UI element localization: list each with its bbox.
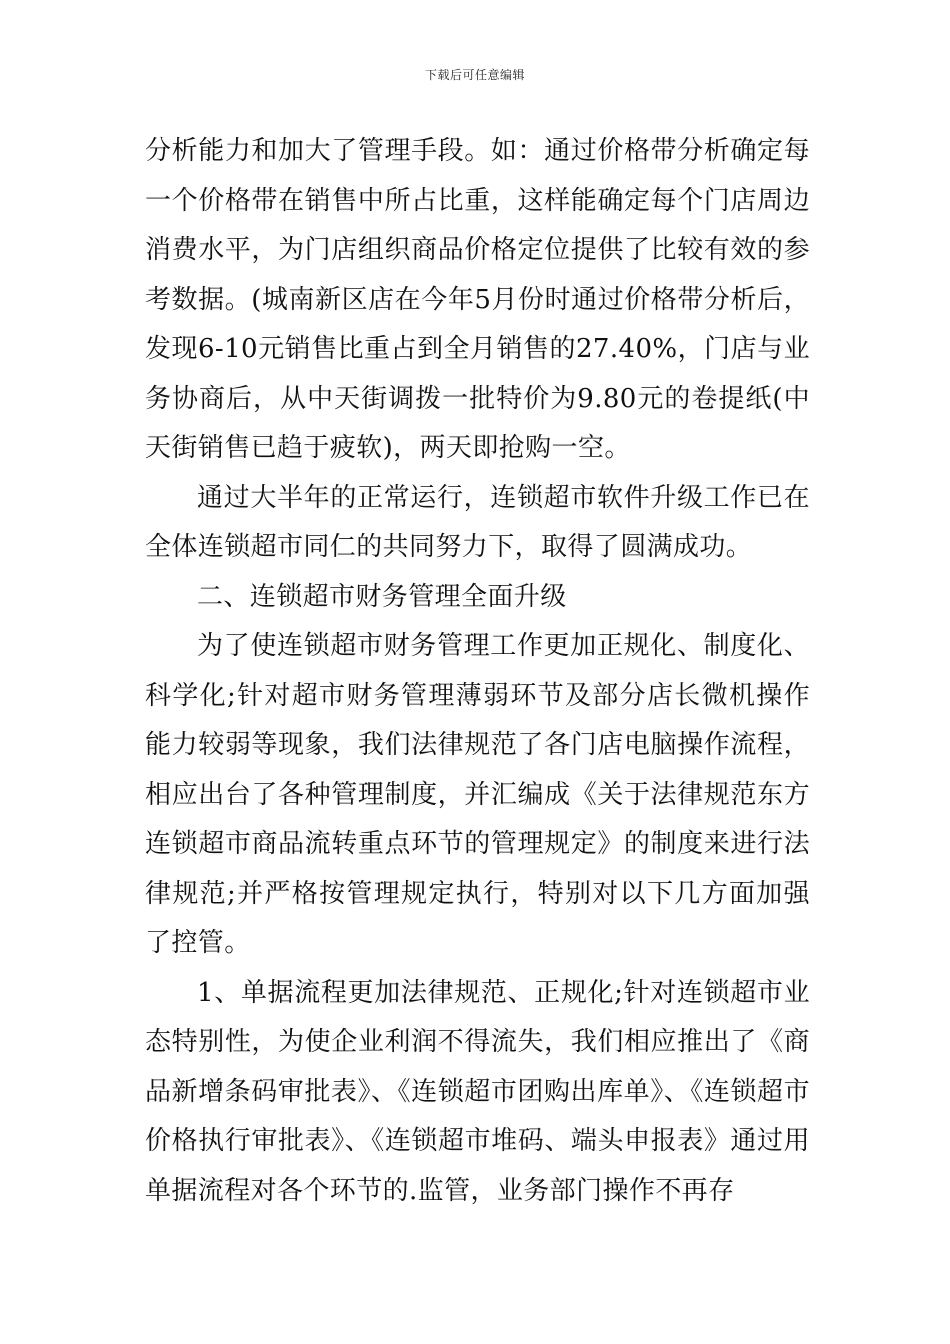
paragraph-document-flow: 1、单据流程更加法律规范、正规化;针对连锁超市业态特别性，为使企业利润不得流失，我们相应推出了《商品新增条码审批表》、《连锁超市团购出库单》、《连锁超市价格执行审批表》、《连锁超市堆码、端头申报表》通过用单据流程对各个环节的.监管，业务部门操作不再存 [145, 977, 810, 1206]
paragraph-software-upgrade-success: 通过大半年的正常运行，连锁超市软件升级工作已在全体连锁超市同仁的共同努力下，取得了圆满成功。 [145, 482, 810, 562]
paragraph-price-band-analysis: 分析能力和加大了管理手段。如：通过价格带分析确定每一个价格带在销售中所占比重，这样能确定每个门店周边消费水平，为门店组织商品价格定位提供了比较有效的参考数据。(城南新区店在今年5月份时通过价格带分析后，发现6-10元销售比重占到全月销售的27.40%，门店与业务协商后，从中天街调拨一批特价为9.80元的卷提纸(中天街销售已趋于疲软)，两天即抢购一空。 [145, 136, 810, 463]
section-heading-finance-upgrade: 二、连锁超市财务管理全面升级 [197, 581, 567, 612]
document-body [145, 127, 810, 1216]
page-header: 下载后可任意编辑 [424, 68, 525, 82]
paragraph-finance-management: 为了使连锁超市财务管理工作更加正规化、制度化、科学化;针对超市财务管理薄弱环节及部分店长微机操作能力较弱等现象，我们法律规范了各门店电脑操作流程，相应出台了各种管理制度，并汇编成《关于法律规范东方连锁超市商品流转重点环节的管理规定》的制度来进行法律规范;并严格按管理规定执行，特别对以下几方面加强了控管。 [145, 631, 810, 958]
